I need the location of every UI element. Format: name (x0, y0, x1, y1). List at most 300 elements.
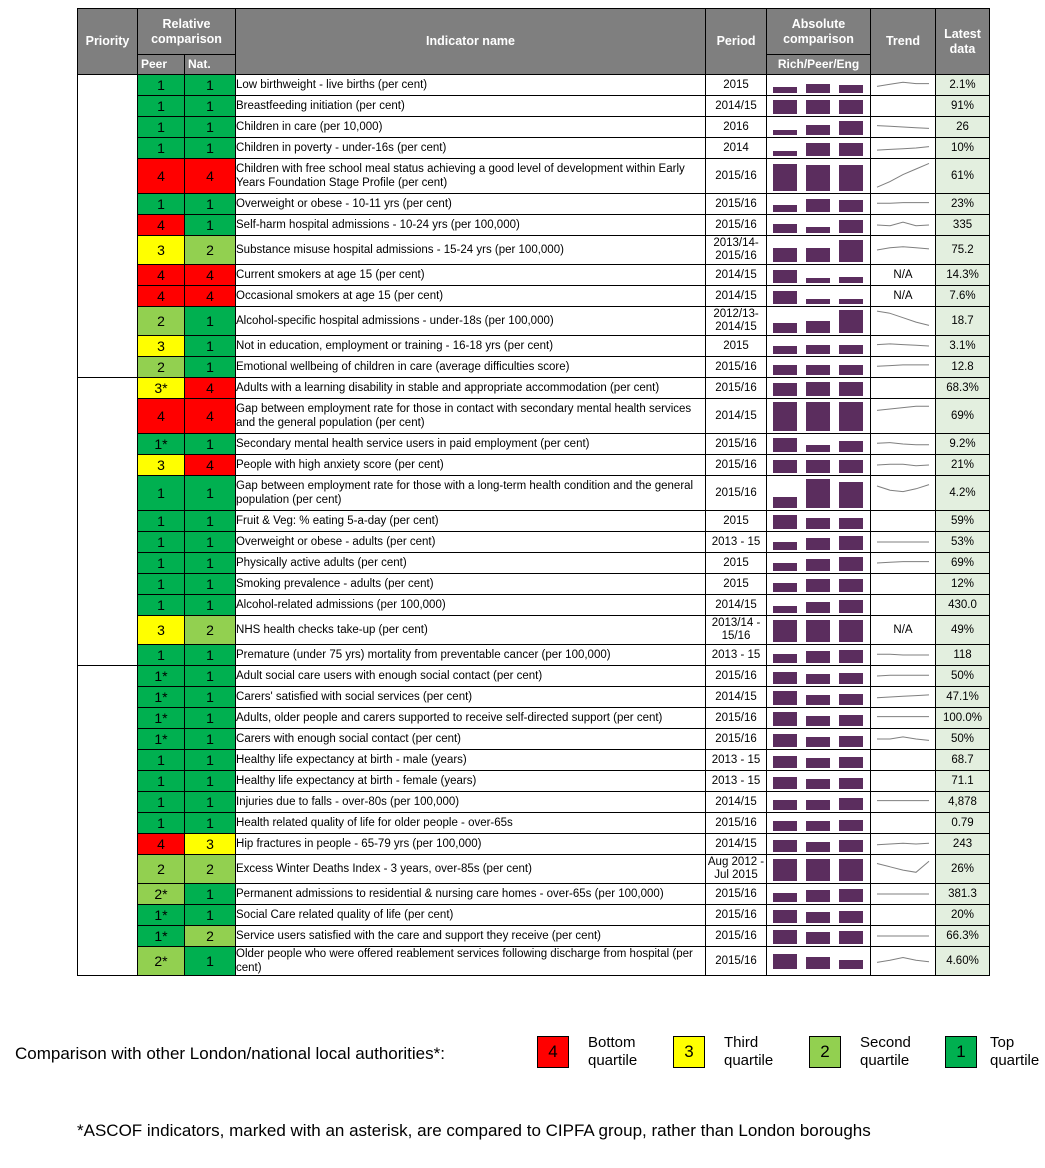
table-row (78, 771, 990, 792)
bar-eng (839, 460, 863, 473)
bar-peer (806, 299, 830, 304)
period-text: 2013 - 15 (711, 774, 761, 787)
trend-sparkline (871, 532, 935, 552)
peer-rank: 3 (138, 236, 185, 265)
bar-peer (806, 602, 830, 613)
absolute-comparison (767, 884, 871, 905)
peer-rank: 1 (138, 138, 185, 159)
absolute-comparison-chart (767, 708, 870, 728)
absolute-comparison-chart (767, 455, 870, 475)
period-text: 2016 (723, 120, 749, 133)
bar-peer (806, 800, 830, 810)
bar-peer (806, 445, 830, 452)
absolute-comparison (767, 236, 871, 265)
period-text: 2015/16 (715, 732, 757, 745)
bar-peer (806, 365, 830, 375)
bar-eng (839, 365, 863, 375)
legend-label-top: Top quartile (990, 1034, 1040, 1069)
table-row (78, 476, 990, 511)
bar-eng (839, 220, 863, 233)
peer-rank: 2* (138, 947, 185, 976)
period (706, 307, 767, 336)
period-text: Aug 2012 - (707, 856, 765, 868)
indicator-name: Healthy life expectancy at birth - female (years) (236, 771, 706, 792)
trend (871, 645, 936, 666)
trend-line (877, 675, 929, 676)
legend-swatch-bottom: 4 (537, 1036, 569, 1068)
absolute-comparison-chart (767, 357, 870, 377)
bar-peer (806, 579, 830, 592)
bar-eng (839, 579, 863, 592)
bar-eng (839, 85, 863, 93)
trend-line (877, 203, 929, 204)
period-text: 2015 (723, 514, 749, 527)
peer-rank: 4 (138, 159, 185, 194)
absolute-comparison-chart (767, 138, 870, 158)
indicator-name: Children in care (per 10,000) (236, 117, 706, 138)
bar-peer (806, 758, 830, 768)
bar-eng (839, 859, 863, 881)
peer-rank: 1 (138, 595, 185, 616)
bar-peer (806, 695, 830, 705)
latest-value: 10% (936, 138, 990, 159)
period-text: 2015/16 (715, 486, 757, 499)
trend (871, 378, 936, 399)
table-row (78, 117, 990, 138)
bar-peer (806, 674, 830, 684)
absolute-comparison (767, 687, 871, 708)
absolute-comparison (767, 75, 871, 96)
absolute-comparison-chart (767, 511, 870, 531)
trend (871, 476, 936, 511)
period-text: 2015/16 (715, 218, 757, 231)
latest-value: 430.0 (936, 595, 990, 616)
national-rank: 1 (185, 666, 236, 687)
table-row (78, 813, 990, 834)
header-relative-comparison: Relative comparison (138, 9, 236, 55)
peer-rank: 1 (138, 75, 185, 96)
trend-line (877, 126, 929, 129)
period (706, 96, 767, 117)
bar-rich (773, 734, 797, 747)
national-rank: 1 (185, 595, 236, 616)
bar-rich (773, 712, 797, 726)
indicator-name: Premature (under 75 yrs) mortality from preventable cancer (per 100,000) (236, 645, 706, 666)
absolute-comparison (767, 729, 871, 750)
bar-eng (839, 536, 863, 550)
trend-line (877, 958, 929, 963)
bar-rich (773, 691, 797, 705)
trend (871, 884, 936, 905)
trend (871, 553, 936, 574)
indicator-name: Fruit & Veg: % eating 5-a-day (per cent) (236, 511, 706, 532)
national-rank: 1 (185, 138, 236, 159)
header-nat: Nat. (185, 55, 236, 75)
trend-sparkline (871, 792, 935, 812)
latest-value: 66.3% (936, 926, 990, 947)
latest-value: 20% (936, 905, 990, 926)
indicator-table (77, 8, 990, 976)
latest-value: 4,878 (936, 792, 990, 813)
period (706, 399, 767, 434)
table-row (78, 666, 990, 687)
footnote: *ASCOF indicators, marked with an asterisk, are compared to CIPFA group, rather than London boroughs (77, 1121, 871, 1140)
peer-rank: 1 (138, 532, 185, 553)
header-latest-data: Latest data (936, 9, 990, 75)
period-text: 2014 (723, 141, 749, 154)
period (706, 729, 767, 750)
national-rank: 1 (185, 307, 236, 336)
latest-value: 12.8 (936, 357, 990, 378)
bar-rich (773, 497, 797, 508)
table-row (78, 616, 990, 645)
bar-rich (773, 756, 797, 768)
absolute-comparison-chart (767, 884, 870, 904)
bar-eng (839, 673, 863, 684)
period (706, 947, 767, 976)
period (706, 926, 767, 947)
peer-rank: 4 (138, 265, 185, 286)
bar-eng (839, 382, 863, 396)
trend (871, 687, 936, 708)
national-rank: 4 (185, 159, 236, 194)
period (706, 265, 767, 286)
trend (871, 236, 936, 265)
trend (871, 138, 936, 159)
period-text: 2015/16 (715, 669, 757, 682)
peer-rank: 1* (138, 666, 185, 687)
bar-peer (806, 859, 830, 881)
indicator-name: Healthy life expectancy at birth - male (years) (236, 750, 706, 771)
peer-rank: 2 (138, 855, 185, 884)
trend-line (877, 562, 929, 563)
indicator-name: Overweight or obese - 10-11 yrs (per cent) (236, 194, 706, 215)
latest-value: 2.1% (936, 75, 990, 96)
indicator-name: Permanent admissions to residential & nursing care homes - over-65s (per 100,000) (236, 884, 706, 905)
header-rich-peer-eng: Rich/Peer/Eng (767, 55, 871, 75)
latest-value: 50% (936, 729, 990, 750)
indicator-name: Alcohol-specific hospital admissions - under-18s (per 100,000) (236, 307, 706, 336)
trend-line (877, 82, 929, 86)
period-text: 2015/16 (715, 929, 757, 942)
trend (871, 574, 936, 595)
bar-rich (773, 248, 797, 262)
absolute-comparison (767, 905, 871, 926)
period-text: 2013/14- (713, 237, 759, 249)
quartile-legend (0, 1034, 1045, 1074)
national-rank: 1 (185, 771, 236, 792)
period-text: 2015/16 (715, 250, 757, 262)
absolute-comparison (767, 117, 871, 138)
trend (871, 194, 936, 215)
trend-sparkline (871, 666, 935, 686)
bar-eng (839, 310, 863, 333)
national-rank: 1 (185, 117, 236, 138)
national-rank: 1 (185, 813, 236, 834)
header-trend: Trend (871, 9, 936, 75)
bar-eng (839, 757, 863, 768)
indicator-name: Social Care related quality of life (per cent) (236, 905, 706, 926)
period (706, 476, 767, 511)
absolute-comparison (767, 286, 871, 307)
trend (871, 905, 936, 926)
absolute-comparison (767, 511, 871, 532)
indicator-name: Injuries due to falls - over-80s (per 100,000) (236, 792, 706, 813)
absolute-comparison-chart (767, 792, 870, 812)
absolute-comparison-chart (767, 813, 870, 833)
trend-line (877, 443, 929, 445)
legend-swatch-top: 1 (945, 1036, 977, 1068)
trend (871, 215, 936, 236)
period-text: 15/16 (721, 630, 751, 642)
bar-peer (806, 932, 830, 944)
trend (871, 834, 936, 855)
period (706, 616, 767, 645)
bar-peer (806, 518, 830, 529)
bar-eng (839, 840, 863, 852)
bar-peer (806, 125, 830, 135)
bar-eng (839, 557, 863, 571)
bar-eng (839, 600, 863, 613)
national-rank: 4 (185, 399, 236, 434)
absolute-comparison (767, 476, 871, 511)
national-rank: 1 (185, 194, 236, 215)
period (706, 215, 767, 236)
absolute-comparison-chart (767, 336, 870, 356)
absolute-comparison (767, 750, 871, 771)
header-absolute-comparison: Absolute comparison (767, 9, 871, 55)
absolute-comparison (767, 455, 871, 476)
trend-line (877, 406, 929, 410)
absolute-comparison-chart (767, 687, 870, 707)
indicator-name: Gap between employment rate for those with a long-term health condition and the general population (per cent) (236, 476, 706, 511)
peer-rank: 3* (138, 378, 185, 399)
trend (871, 729, 936, 750)
bar-eng (839, 200, 863, 212)
period-text: 2015/16 (715, 908, 757, 921)
bar-rich (773, 270, 797, 283)
indicator-name: Older people who were offered reablement services following discharge from hospital (per cent) (236, 947, 706, 976)
period (706, 236, 767, 265)
period-text: 2014/15 (715, 99, 757, 112)
peer-rank: 1 (138, 511, 185, 532)
period (706, 455, 767, 476)
latest-value: 69% (936, 553, 990, 574)
table-row (78, 194, 990, 215)
absolute-comparison (767, 399, 871, 434)
trend: N/A (871, 265, 936, 286)
priority-group-start-well (78, 75, 138, 378)
bar-rich (773, 291, 797, 304)
trend-line (877, 861, 929, 872)
bar-rich (773, 930, 797, 944)
indicator-name: Breastfeeding initiation (per cent) (236, 96, 706, 117)
bar-eng (839, 299, 863, 304)
trend-line (877, 311, 929, 325)
trend-line (877, 344, 929, 346)
latest-value: 100.0% (936, 708, 990, 729)
indicator-name: Adults with a learning disability in stable and appropriate accommodation (per cent) (236, 378, 706, 399)
period (706, 905, 767, 926)
period-text: 2015/16 (715, 887, 757, 900)
indicator-name: Smoking prevalence - adults (per cent) (236, 574, 706, 595)
bar-rich (773, 438, 797, 452)
peer-rank: 1* (138, 926, 185, 947)
period-text: 2012/13- (713, 308, 759, 320)
period (706, 855, 767, 884)
period-text: 2015/16 (715, 381, 757, 394)
bar-rich (773, 130, 797, 135)
indicator-name: Children with free school meal status achieving a good level of development within Early Years Foundation Stage Profile (per cent) (236, 159, 706, 194)
indicator-name: Hip fractures in people - 65-79 yrs (per 100,000) (236, 834, 706, 855)
national-rank: 1 (185, 947, 236, 976)
absolute-comparison (767, 926, 871, 947)
indicator-name: Not in education, employment or training - 16-18 yrs (per cent) (236, 336, 706, 357)
trend-line (877, 695, 929, 698)
period-text: 2015/16 (715, 458, 757, 471)
national-rank: 2 (185, 926, 236, 947)
absolute-comparison-chart (767, 771, 870, 791)
absolute-comparison-chart (767, 75, 870, 95)
bar-rich (773, 583, 797, 592)
bar-eng (839, 650, 863, 663)
peer-rank: 2* (138, 884, 185, 905)
bar-peer (806, 716, 830, 726)
period-text: 2015/16 (715, 197, 757, 210)
latest-value: 3.1% (936, 336, 990, 357)
table-row (78, 336, 990, 357)
period-text: 2014/15 (715, 409, 757, 422)
period (706, 286, 767, 307)
bar-eng (839, 240, 863, 262)
peer-rank: 1 (138, 96, 185, 117)
peer-rank: 2 (138, 357, 185, 378)
absolute-comparison (767, 771, 871, 792)
indicator-name: Children in poverty - under-16s (per cent) (236, 138, 706, 159)
bar-rich (773, 859, 797, 881)
bar-eng (839, 402, 863, 431)
period-text: 2013 - 15 (711, 753, 761, 766)
period (706, 336, 767, 357)
trend-sparkline (871, 687, 935, 707)
trend (871, 771, 936, 792)
bar-eng (839, 143, 863, 156)
table-row (78, 96, 990, 117)
absolute-comparison (767, 595, 871, 616)
national-rank: 1 (185, 511, 236, 532)
bar-eng (839, 931, 863, 944)
trend-line (877, 147, 929, 151)
trend-line (877, 485, 929, 492)
peer-rank: 1 (138, 117, 185, 138)
absolute-comparison (767, 616, 871, 645)
indicator-name: Occasional smokers at age 15 (per cent) (236, 286, 706, 307)
bar-rich (773, 654, 797, 663)
latest-value: 9.2% (936, 434, 990, 455)
period-text: 2015 (723, 577, 749, 590)
trend: N/A (871, 286, 936, 307)
trend (871, 159, 936, 194)
period-text: 2014/15 (715, 690, 757, 703)
national-rank: 1 (185, 476, 236, 511)
national-rank: 1 (185, 96, 236, 117)
absolute-comparison (767, 215, 871, 236)
table-row (78, 855, 990, 884)
bar-peer (806, 227, 830, 233)
latest-value: 26 (936, 117, 990, 138)
table-row (78, 532, 990, 553)
absolute-comparison-chart (767, 951, 870, 971)
absolute-comparison-chart (767, 194, 870, 214)
bar-rich (773, 620, 797, 642)
absolute-comparison (767, 813, 871, 834)
bar-rich (773, 515, 797, 529)
indicator-name: Emotional wellbeing of children in care (average difficulties score) (236, 357, 706, 378)
national-rank: 4 (185, 455, 236, 476)
period-text: 2014/15 (715, 795, 757, 808)
trend-sparkline (871, 553, 935, 573)
priority-group-age-well (78, 666, 138, 976)
period (706, 834, 767, 855)
absolute-comparison (767, 645, 871, 666)
absolute-comparison-chart (767, 286, 870, 306)
bar-peer (806, 199, 830, 212)
trend (871, 532, 936, 553)
table-row (78, 792, 990, 813)
bar-peer (806, 278, 830, 283)
period (706, 595, 767, 616)
indicator-rows (78, 75, 990, 976)
indicator-name: Carers' satisfied with social services (per cent) (236, 687, 706, 708)
national-rank: 3 (185, 834, 236, 855)
priority-group-live-well (78, 378, 138, 666)
bar-rich (773, 365, 797, 375)
period (706, 553, 767, 574)
latest-value: 49% (936, 616, 990, 645)
trend (871, 117, 936, 138)
latest-value: 23% (936, 194, 990, 215)
period (706, 771, 767, 792)
bar-peer (806, 321, 830, 333)
trend (871, 595, 936, 616)
bar-rich (773, 893, 797, 902)
latest-value: 14.3% (936, 265, 990, 286)
absolute-comparison-chart (767, 117, 870, 137)
trend-sparkline (871, 834, 935, 854)
peer-rank: 1 (138, 476, 185, 511)
trend (871, 855, 936, 884)
bar-peer (806, 957, 830, 969)
latest-value: 18.7 (936, 307, 990, 336)
national-rank: 2 (185, 855, 236, 884)
bar-peer (806, 382, 830, 396)
bar-rich (773, 954, 797, 969)
period (706, 378, 767, 399)
national-rank: 4 (185, 265, 236, 286)
national-rank: 1 (185, 75, 236, 96)
latest-value: 7.6% (936, 286, 990, 307)
bar-peer (806, 84, 830, 93)
peer-rank: 1* (138, 729, 185, 750)
trend-sparkline (871, 455, 935, 475)
period (706, 194, 767, 215)
trend-sparkline (871, 307, 935, 335)
table-row (78, 75, 990, 96)
period (706, 574, 767, 595)
table-row (78, 553, 990, 574)
period-text: 2015/16 (715, 816, 757, 829)
absolute-comparison-chart (767, 307, 870, 335)
